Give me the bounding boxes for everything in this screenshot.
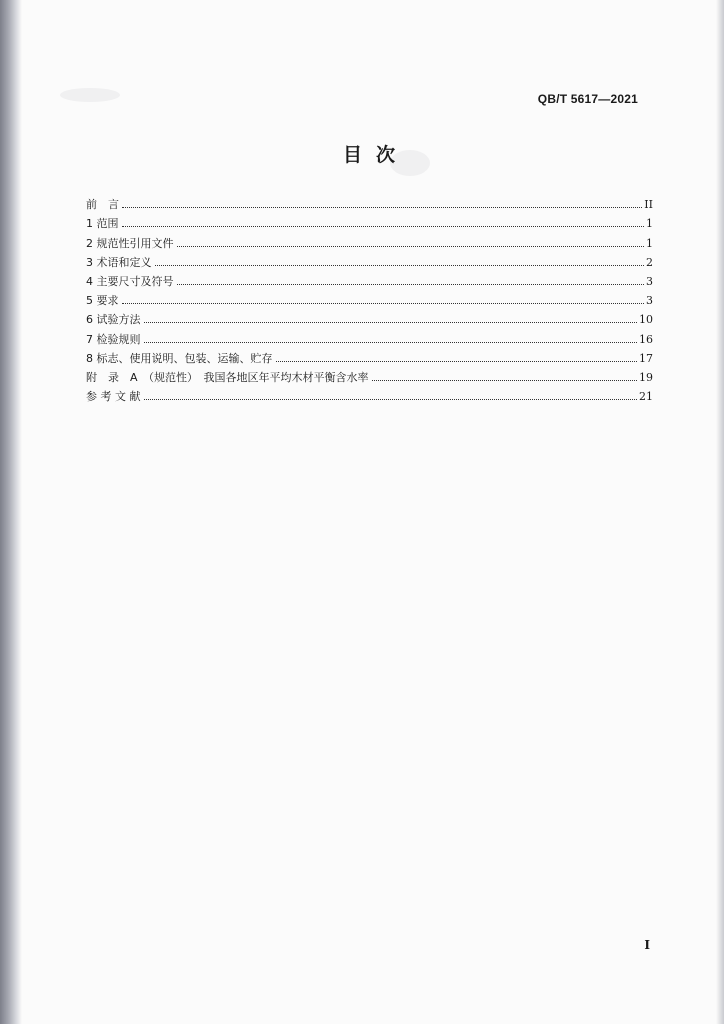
toc-entry-label: 2 规范性引用文件	[86, 236, 174, 250]
scan-smudge	[60, 88, 120, 102]
document-code: QB/T 5617—2021	[537, 92, 638, 106]
toc-dot-leader	[177, 246, 645, 247]
toc-entry-page: 1	[646, 236, 653, 250]
toc-entry-page: 17	[639, 351, 653, 365]
toc-dot-leader	[122, 303, 645, 304]
page-number: I	[644, 938, 650, 952]
toc-entry-normative-references[interactable]	[86, 230, 653, 249]
toc-entry-terms-definitions[interactable]	[86, 250, 653, 269]
toc-entry-label: 8 标志、使用说明、包装、运输、贮存	[86, 351, 273, 365]
toc-entry-scope[interactable]	[86, 211, 653, 230]
toc-dot-leader	[276, 361, 638, 362]
toc-entry-label: 4 主要尺寸及符号	[86, 274, 174, 288]
toc-entry-page: 1	[646, 217, 653, 231]
toc-entry-page: 3	[646, 294, 653, 308]
toc-entry-label: 5 要求	[86, 294, 119, 308]
toc-entry-page: 10	[639, 313, 653, 327]
toc-entry-inspection-rules[interactable]	[86, 326, 653, 345]
toc-entry-bibliography[interactable]	[86, 384, 653, 403]
toc-dot-leader	[122, 207, 642, 208]
toc-entry-page: 19	[639, 370, 653, 384]
toc-dot-leader	[122, 226, 645, 227]
toc-entry-label: 参 考 文 献	[86, 390, 141, 404]
toc-entry-label: 附 录 A （规范性） 我国各地区年平均木材平衡含水率	[86, 370, 369, 384]
toc-dot-leader	[144, 342, 638, 343]
toc-entry-label: 7 检验规则	[86, 332, 141, 346]
toc-dot-leader	[372, 380, 637, 381]
toc-entry-label: 1 范围	[86, 217, 119, 231]
toc-dot-leader	[144, 399, 638, 400]
toc-entry-dimensions-symbols[interactable]	[86, 269, 653, 288]
toc-entry-annex-a[interactable]	[86, 365, 653, 384]
toc-entry-page: 21	[639, 390, 653, 404]
toc-entry-test-methods[interactable]	[86, 307, 653, 326]
toc-entry-requirements[interactable]	[86, 288, 653, 307]
table-of-contents	[86, 192, 653, 403]
toc-dot-leader	[177, 284, 645, 285]
toc-entry-label: 前 言	[86, 198, 119, 212]
toc-entry-label: 3 术语和定义	[86, 255, 152, 269]
toc-entry-label: 6 试验方法	[86, 313, 141, 327]
page-title: 目次	[342, 144, 409, 166]
toc-entry-page: II	[644, 198, 653, 212]
toc-dot-leader	[155, 265, 645, 266]
toc-entry-page: 16	[639, 332, 653, 346]
toc-entry-page: 2	[646, 255, 653, 269]
toc-entry-page: 3	[646, 274, 653, 288]
toc-entry-marking-packaging[interactable]	[86, 346, 653, 365]
toc-dot-leader	[144, 322, 638, 323]
toc-entry-foreword[interactable]	[86, 192, 653, 211]
